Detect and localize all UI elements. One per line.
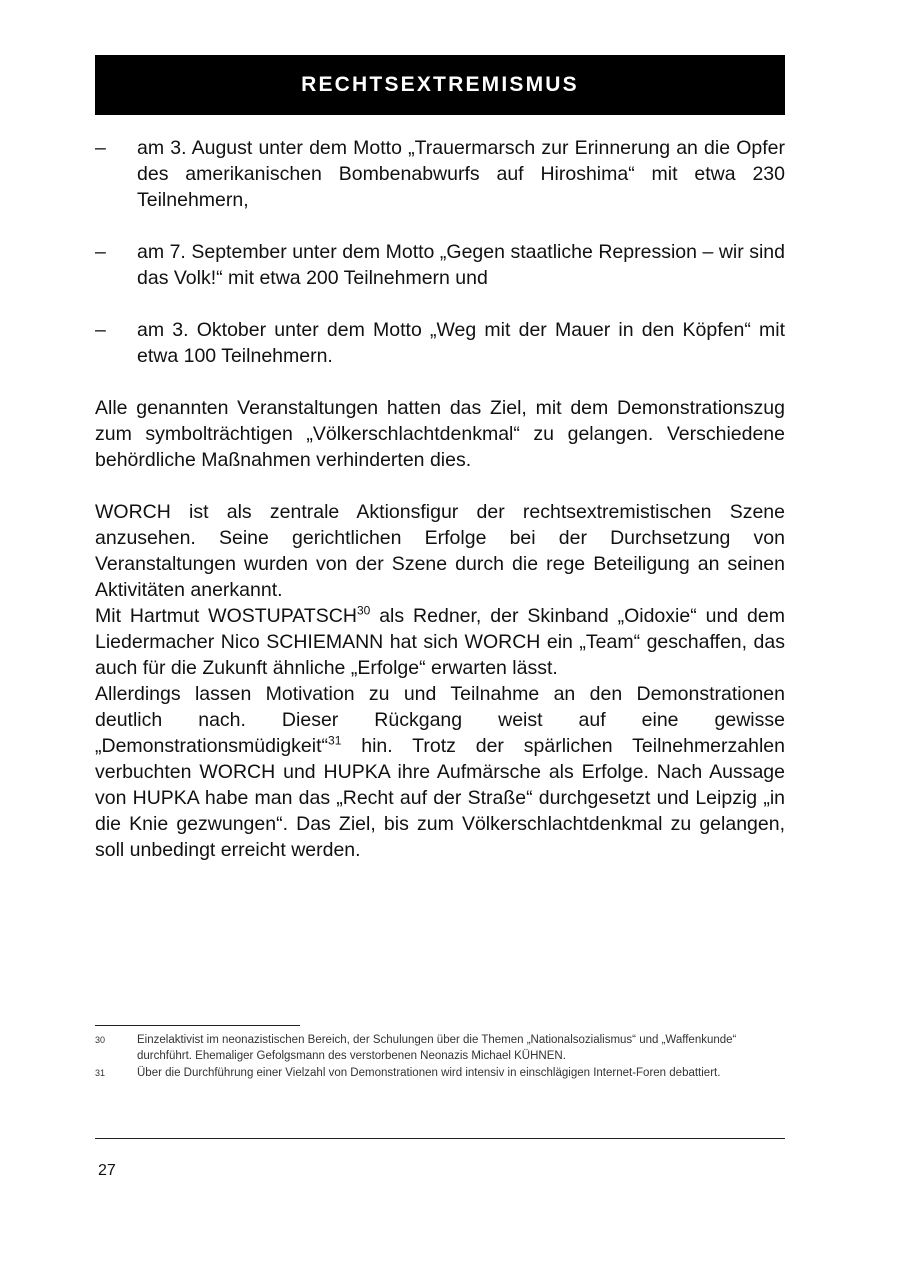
list-item — [95, 135, 785, 213]
paragraph-goal: Alle genannten Veranstaltungen hatten das Ziel, mit dem Demonstrationszug zum symbolträchtigen „Völkerschlachtdenkmal“ zu gelangen. Verschiedene behördliche Maßnahmen verhinderten dies. — [95, 397, 785, 471]
paragraph-text: hin. Trotz der spärlichen Teilnehmerzahlen verbuchten WORCH und HUPKA ihre Aufmärsche als Erfolge. Nach Aussage von HUPKA habe man das „Recht auf der Straße“ durchgesetzt und Leipzig „in die Knie gezwungen“. Das Ziel, bis zum Völkerschlachtdenkmal zu gelangen, soll unbedingt erreicht werden. — [95, 735, 785, 861]
bullet-text: am 7. September unter dem Motto „Gegen staatliche Repression – wir sind das Volk!“ mit etwa 200 Teilnehmern und — [137, 241, 785, 289]
list-item — [95, 239, 785, 291]
footnote-ref-30[interactable]: 30 — [356, 603, 371, 618]
paragraph-decline — [95, 681, 785, 863]
footnote-text: Einzelaktivist im neonazistischen Bereich, der Schulungen über die Themen „Nationalsozialismus“ und „Waffenkunde“ durchführt. Ehemaliger Gefolgsmann des verstorbenen Neonazis Michael KÜHNEN. — [137, 1034, 737, 1062]
list-item — [95, 317, 785, 369]
bullet-dash: – — [95, 137, 106, 159]
bullet-dash: – — [95, 319, 106, 341]
footnote-number: 30 — [95, 1035, 106, 1045]
paragraph-worch: WORCH ist als zentrale Aktionsfigur der rechtsextremistischen Szene anzusehen. Seine gerichtlichen Erfolge bei der Durchsetzung von Veranstaltungen wurden von der Szene durch die rege Beteiligung an seinen Aktivitäten anerkannt. — [95, 501, 785, 601]
main-content — [95, 135, 785, 863]
paragraph-text: Mit Hartmut WOSTUPATSCH — [95, 605, 357, 627]
bullet-text: am 3. Oktober unter dem Motto „Weg mit der Mauer in den Köpfen“ mit etwa 100 Teilnehmern. — [137, 319, 785, 367]
footnote-text: Über die Durchführung einer Vielzahl von Demonstrationen wird intensiv in einschlägigen Internet-Foren debattiert. — [137, 1067, 721, 1079]
footnotes — [95, 1032, 785, 1082]
footnote-number: 31 — [95, 1068, 106, 1078]
footnote-ref-31[interactable]: 31 — [328, 733, 342, 748]
paragraph-text: Allerdings lassen Motivation zu und Teilnahme an den Demonstrationen deutlich nach. Dieser Rückgang weist auf eine gewisse „Demonstrationsmüdigkeit“ — [95, 683, 785, 757]
bullet-list — [95, 135, 785, 369]
paragraph-text: als Redner, der Skinband „Oidoxie“ und dem Liedermacher Nico SCHIEMANN hat sich WORCH ein „Team“ geschaffen, das auch für die Zukunft ähnliche „Erfolge“ erwarten lässt. — [95, 605, 785, 679]
footnote-divider — [95, 1025, 300, 1026]
page-number: 27 — [98, 1162, 116, 1179]
bullet-dash: – — [95, 241, 106, 263]
footnote-30 — [95, 1032, 785, 1064]
header-bar — [95, 55, 785, 115]
paragraph-team — [95, 603, 785, 681]
footnote-31 — [95, 1065, 785, 1081]
bullet-text: am 3. August unter dem Motto „Trauermarsch zur Erinnerung an die Opfer des amerikanischen Bombenabwurfs auf Hiroshima“ mit etwa 230 Teilnehmern, — [137, 137, 785, 211]
page-header-title: RECHTSEXTREMISMUS — [301, 73, 579, 96]
footer-divider — [95, 1138, 785, 1139]
